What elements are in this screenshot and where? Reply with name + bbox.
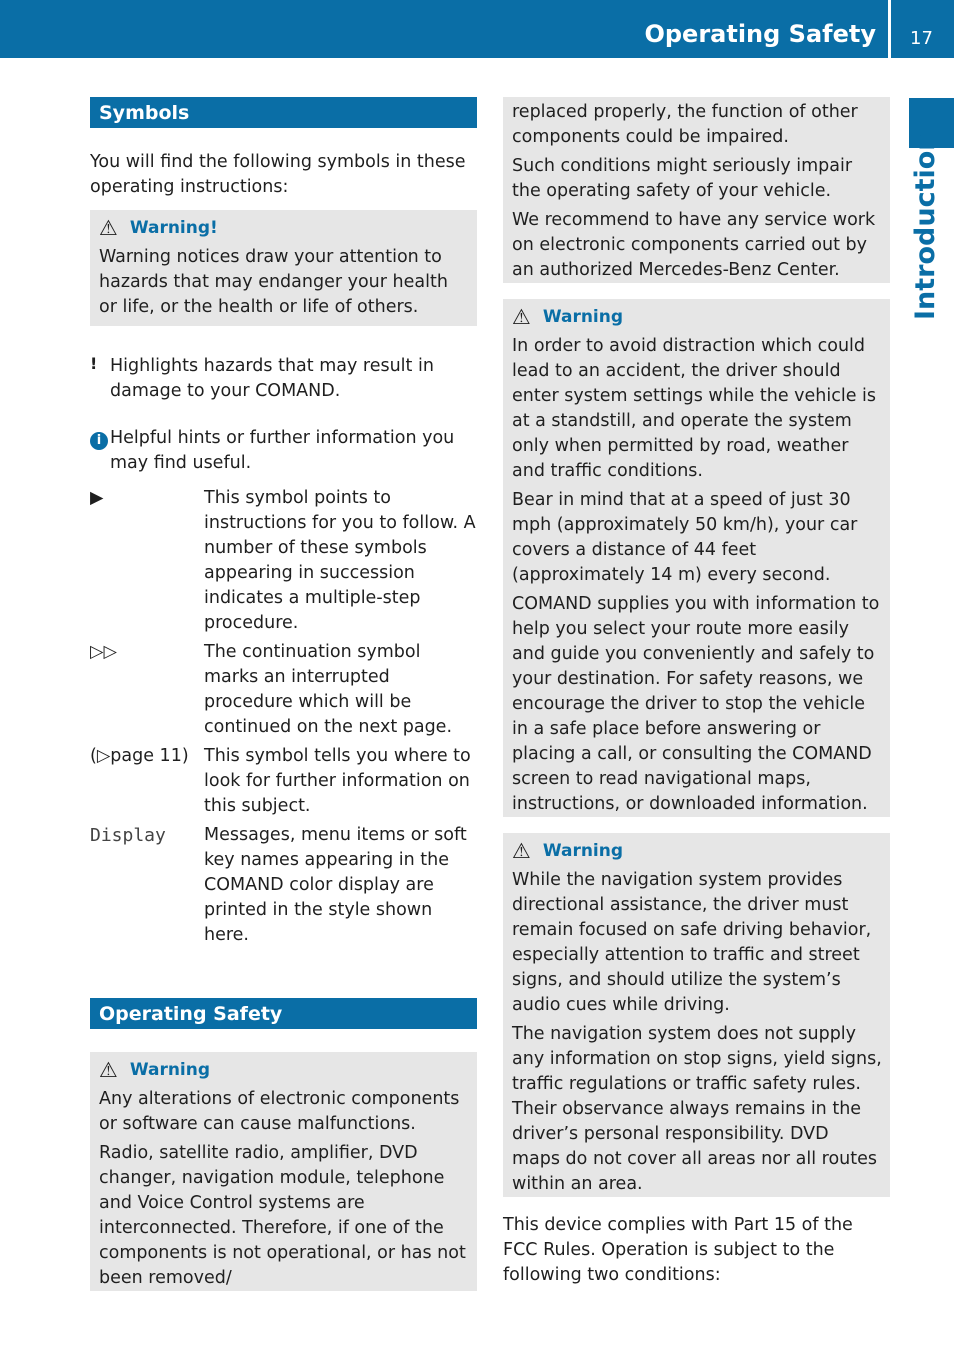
warning-heading: [512, 839, 882, 863]
page-number: 17: [910, 28, 933, 49]
warning-title: Warning: [129, 1060, 211, 1080]
warning-triangle-icon: ⚠: [99, 216, 118, 240]
warning-paragraph: In order to avoid distraction which could lead to an accident, the driver should enter system settings while the vehicle is at a standstill, and operate the system only when permitted by road, weather and traffic conditions.: [512, 336, 877, 481]
info-note: [90, 426, 477, 476]
fcc-statement: This device complies with Part 15 of the FCC Rules. Operation is subject to the following two conditions:: [503, 1215, 853, 1285]
highlight-note-text: Highlights hazards that may result in damage to your COMAND.: [110, 356, 434, 401]
highlight-note: [90, 354, 477, 404]
symbol-definition: This symbol tells you where to look for further information on this subject.: [204, 746, 471, 816]
symbol-continuation-icon: ▷▷: [90, 642, 117, 662]
warning-box: [90, 1052, 477, 1291]
warning-paragraph: replaced properly, the function of other components could be impaired.: [512, 102, 858, 147]
symbols-intro: You will find the following symbols in these operating instructions:: [90, 152, 466, 197]
warning-title: Warning: [542, 841, 624, 861]
warning-box: [503, 299, 890, 817]
info-icon: i: [90, 426, 110, 476]
warning-heading: [512, 305, 882, 329]
warning-paragraph: While the navigation system provides directional assistance, the driver must remain focused on safe driving behavior, especially attention to traffic and street signs, and should utilize the system’s audio cues while driving.: [512, 870, 872, 1015]
warning-triangle-icon: ⚠: [512, 839, 531, 863]
symbol-definitions: [90, 486, 477, 948]
warning-paragraph: Bear in mind that at a speed of just 30 mph (approximately 50 km/h), your car covers a distance of 44 feet (approximately 14 m) every second.: [512, 490, 858, 585]
warning-paragraph: The navigation system does not supply any information on stop signs, yield signs, traffic regulations or traffic safety rules. Their observance always remains in the driver’s personal responsibility. DVD maps do not cover all areas nor all routes within an area.: [512, 1024, 882, 1194]
continued-warning-box: [503, 97, 890, 283]
symbol-arrow-icon: ▶: [90, 488, 104, 508]
symbol-definition: The continuation symbol marks an interrupted procedure which will be continued on the next page.: [204, 642, 453, 737]
running-title: Operating Safety: [644, 20, 876, 48]
warning-paragraph: COMAND supplies you with information to help you select your route more easily and guide you conveniently and safely to your destination. For safety reasons, we encourage the driver to stop the vehicle in a safe place before answering or placing a call, or consulting the COMAND screen to read navigational maps, instructions, or downloaded information.: [512, 594, 880, 814]
symbol-definition: Messages, menu items or soft key names appearing in the COMAND color display are printed in the style shown here.: [204, 825, 467, 945]
warning-paragraph: Radio, satellite radio, amplifier, DVD changer, navigation module, telephone and Voice Control systems are interconnected. Therefore, if one of the components is not operational, or has not been removed/: [99, 1143, 466, 1288]
symbols-heading: Symbols: [90, 97, 477, 128]
warning-triangle-icon: ⚠: [99, 1058, 118, 1082]
symbol-display-style: Display: [90, 825, 166, 846]
warning-title: Warning!: [129, 218, 218, 238]
warning-box: [90, 210, 477, 326]
warning-heading: [99, 1058, 469, 1082]
info-note-text: Helpful hints or further information you may find useful.: [110, 428, 455, 473]
right-column: [503, 97, 890, 1288]
symbol-page-reference: (▷page 11): [90, 746, 189, 766]
header-divider: [888, 0, 891, 58]
operating-safety-heading: Operating Safety: [90, 998, 477, 1029]
left-column: [90, 97, 477, 1295]
warning-box: [503, 833, 890, 1197]
exclamation-icon: !: [90, 354, 98, 373]
warning-text: Warning notices draw your attention to hazards that may endanger your health or life, or the health or life of others.: [99, 247, 448, 317]
section-tab-label: Introduction: [910, 131, 941, 320]
warning-title: Warning: [542, 307, 624, 327]
warning-paragraph: We recommend to have any service work on electronic components carried out by an authorized Mercedes-Benz Center.: [512, 210, 876, 280]
page-header-bar: [0, 0, 954, 58]
warning-heading: [99, 216, 469, 240]
warning-paragraph: Such conditions might seriously impair the operating safety of your vehicle.: [512, 156, 853, 201]
warning-triangle-icon: ⚠: [512, 305, 531, 329]
symbol-definition: This symbol points to instructions for you to follow. A number of these symbols appearing in succession indicates a multiple-step procedure.: [204, 488, 476, 633]
warning-paragraph: Any alterations of electronic components or software can cause malfunctions.: [99, 1089, 460, 1134]
